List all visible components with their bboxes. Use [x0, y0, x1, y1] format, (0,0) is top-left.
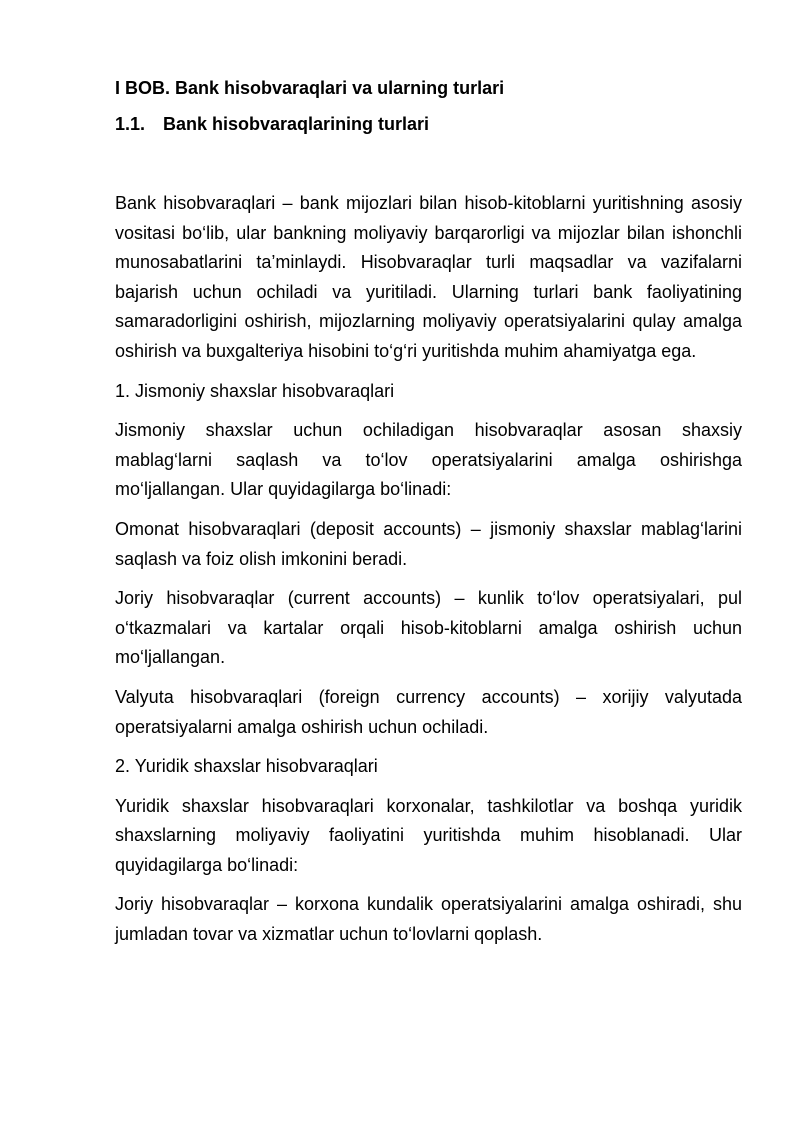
legal-entities-paragraph: Yuridik shaxslar hisobvaraqlari korxonalar, tashkilotlar va boshqa yuridik shaxslarning moliyaviy faoliyatini yuritishda muhim hisoblanadi. Ular quyidagilarga bo‘linadi:	[115, 795, 742, 875]
chapter-title: I BOB. Bank hisobvaraqlari va ularning turlari	[115, 78, 505, 98]
section-heading	[115, 109, 742, 139]
legal-current-accounts-paragraph: Joriy hisobvaraqlar – korxona kundalik operatsiyalarini amalga oshiradi, shu jumladan tovar va xizmatlar uchun to‘lovlarni qoplash.	[115, 894, 742, 945]
section-number: 1.1.	[115, 114, 146, 134]
document-page	[115, 73, 742, 960]
deposit-accounts-paragraph: Omonat hisobvaraqlari (deposit accounts) – jismoniy shaxslar mablag‘larini saqlash va foiz olish imkonini beradi.	[115, 518, 742, 569]
intro-paragraph: Bank hisobvaraqlari – bank mijozlari bilan hisob-kitoblarni yuritishning asosiy vositasi bo‘lib, ular bankning moliyaviy barqarorligi va mijozlar bilan ishonchli munosabatlarini ta’minlaydi. Hisobvaraqlar turli maqsadlar va vazifalarni bajarish uchun ochiladi va yuritiladi. Ularning turlari bank faoliyatining samaradorligini oshirish, mijozlarning moliyaviy operatsiyalarini qulay amalga oshirish va buxgalteriya hisobini to‘g‘ri yuritishda muhim ahamiyatga ega.	[115, 193, 742, 361]
subheading-legal-entities: 2. Yuridik shaxslar hisobvaraqlari	[115, 756, 378, 777]
section-title: Bank hisobvaraqlarining turlari	[163, 114, 430, 134]
subheading-individuals: 1. Jismoniy shaxslar hisobvaraqlari	[115, 380, 395, 401]
individuals-paragraph: Jismoniy shaxslar uchun ochiladigan hisobvaraqlar asosan shaxsiy mablag‘larni saqlash va to‘lov operatsiyalarini amalga oshirishga mo‘ljallangan. Ular quyidagilarga bo‘linadi:	[115, 420, 742, 500]
current-accounts-paragraph: Joriy hisobvaraqlar (current accounts) – kunlik to‘lov operatsiyalari, pul o‘tkazmalari va kartalar orqali hisob-kitoblarni amalga oshirish uchun mo‘ljallangan.	[115, 588, 742, 668]
currency-accounts-paragraph: Valyuta hisobvaraqlari (foreign currency accounts) – xorijiy valyutada operatsiyalarni amalga oshirish uchun ochiladi.	[115, 686, 742, 737]
